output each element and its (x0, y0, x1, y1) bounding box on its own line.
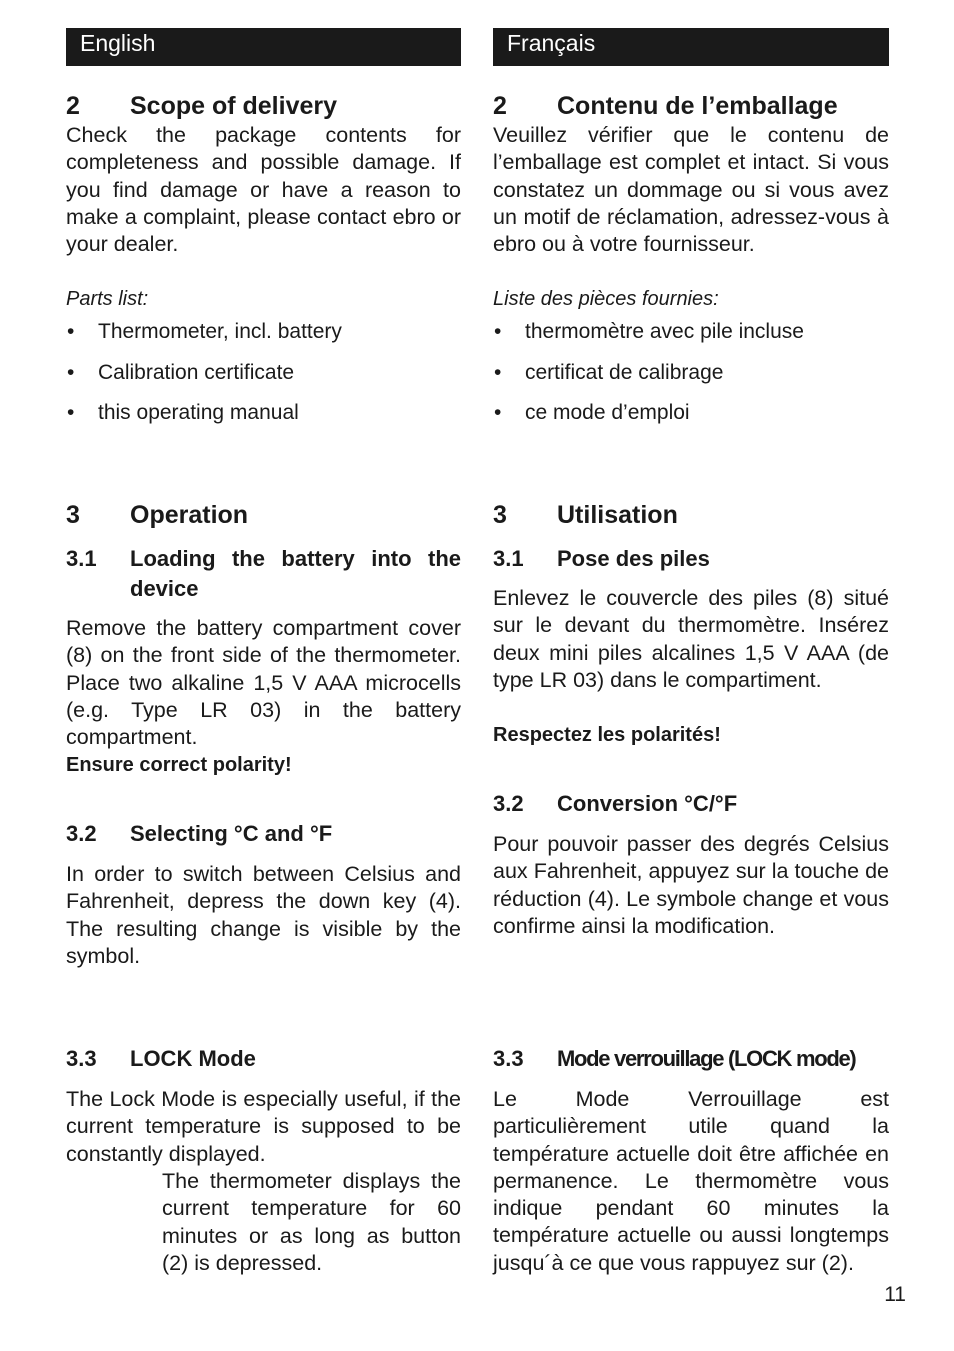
subsection-number: 3.1 (66, 546, 97, 571)
units-paragraph: In order to switch between Celsius and Fahrenheit, depress the down key (4). The resulting change is visible by the symbol. (66, 862, 461, 968)
lang-label-french: Français (507, 30, 596, 56)
subsection-number: 3.3 (493, 1046, 524, 1071)
polarity-note: Ensure correct polarity! (66, 754, 292, 776)
subsection-heading-lock (66, 1044, 461, 1074)
polarity-note: Respectez les polarités! (493, 724, 721, 746)
list-item: • ce mode d’emploi (493, 400, 889, 426)
battery-paragraph: Remove the battery compartment cover (8) on the front side of the thermometer. Place two alkaline 1,5 V AAA microcells (e.g. Type LR 03) in the battery compartment. (66, 616, 461, 750)
subsection-title: Pose des piles (557, 546, 710, 571)
section-heading-operation (66, 500, 461, 530)
section-title: Utilisation (557, 501, 678, 529)
subsection-heading-units (66, 819, 461, 849)
section-heading-scope (66, 91, 461, 121)
parts-list-label: Liste des pièces fournies: (493, 288, 719, 310)
lang-label-english: English (80, 30, 156, 56)
subsection-heading-piles (493, 544, 889, 574)
english-column (66, 0, 461, 1351)
subsection-number: 3.1 (493, 546, 524, 571)
section-number: 3 (493, 501, 507, 529)
list-item: • certificat de calibrage (493, 360, 889, 386)
list-item: • this operating manual (66, 400, 461, 426)
subsection-title: Mode verrouillage (LOCK mode) (557, 1046, 856, 1071)
section-heading-utilisation (493, 500, 889, 530)
parts-list (493, 319, 889, 441)
section-title: Operation (130, 501, 249, 529)
lock-paragraph-1: The Lock Mode is especially useful, if the current temperature is supposed to be constantly displayed. (66, 1087, 461, 1166)
subsection-number: 3.3 (66, 1046, 97, 1071)
section-heading-contenu (493, 91, 889, 121)
subsection-heading-verrouillage (493, 1044, 889, 1074)
section-title: Contenu de l’emballage (557, 92, 838, 120)
list-item: • thermomètre avec pile incluse (493, 319, 889, 345)
subsection-title: Loading the battery into the device (130, 546, 461, 601)
subsection-number: 3.2 (493, 791, 524, 816)
section-number: 3 (66, 501, 80, 529)
french-column (493, 0, 889, 1351)
parts-list (66, 319, 461, 441)
subsection-number: 3.2 (66, 821, 97, 846)
list-item: • Calibration certificate (66, 360, 461, 386)
subsection-title: Conversion °C/°F (557, 791, 738, 816)
page-number: 11 (884, 1283, 906, 1306)
section-number: 2 (493, 92, 507, 120)
conversion-paragraph: Pour pouvoir passer des degrés Celsius aux Fahrenheit, appuyez sur la touche de réduction (4). Le symbole change et vous confirme ainsi la modification. (493, 832, 889, 938)
parts-list-label: Parts list: (66, 288, 149, 310)
contenu-paragraph: Veuillez vérifier que le contenu de l’emballage est complet et intact. Si vous constatez un dommage ou si vous avez un motif de réclamation, adressez-vous à ebro ou à votre fournisseur. (493, 123, 889, 257)
verrouillage-paragraph: Le Mode Verrouillage est particulièrement utile quand la température actuelle doit être affichée en permanence. Le thermomètre vous indique pendant 60 minutes la température actuelle ou aussi longtemps jusqu´à ce que vous rappuyez sur (2). (493, 1087, 889, 1275)
subsection-title: Selecting °C and °F (130, 821, 333, 846)
subsection-heading-conversion (493, 789, 889, 819)
section-title: Scope of delivery (130, 92, 338, 120)
piles-paragraph: Enlevez le couvercle des piles (8) situé sur le devant du thermomètre. Insérez deux mini piles alcalines 1,5 V AAA (de type LR 03) dans le compartiment. (493, 586, 889, 692)
scope-paragraph: Check the package contents for completeness and possible damage. If you find damage or have a reason to make a complaint, please contact ebro or your dealer. (66, 123, 461, 257)
list-item: • Thermometer, incl. battery (66, 319, 461, 345)
subsection-heading-battery (66, 544, 461, 604)
lock-paragraph-2: The thermometer displays the current temperature for 60 minutes or as long as button (2) is depressed. (162, 1169, 461, 1275)
section-number: 2 (66, 92, 80, 120)
subsection-title: LOCK Mode (130, 1046, 256, 1071)
